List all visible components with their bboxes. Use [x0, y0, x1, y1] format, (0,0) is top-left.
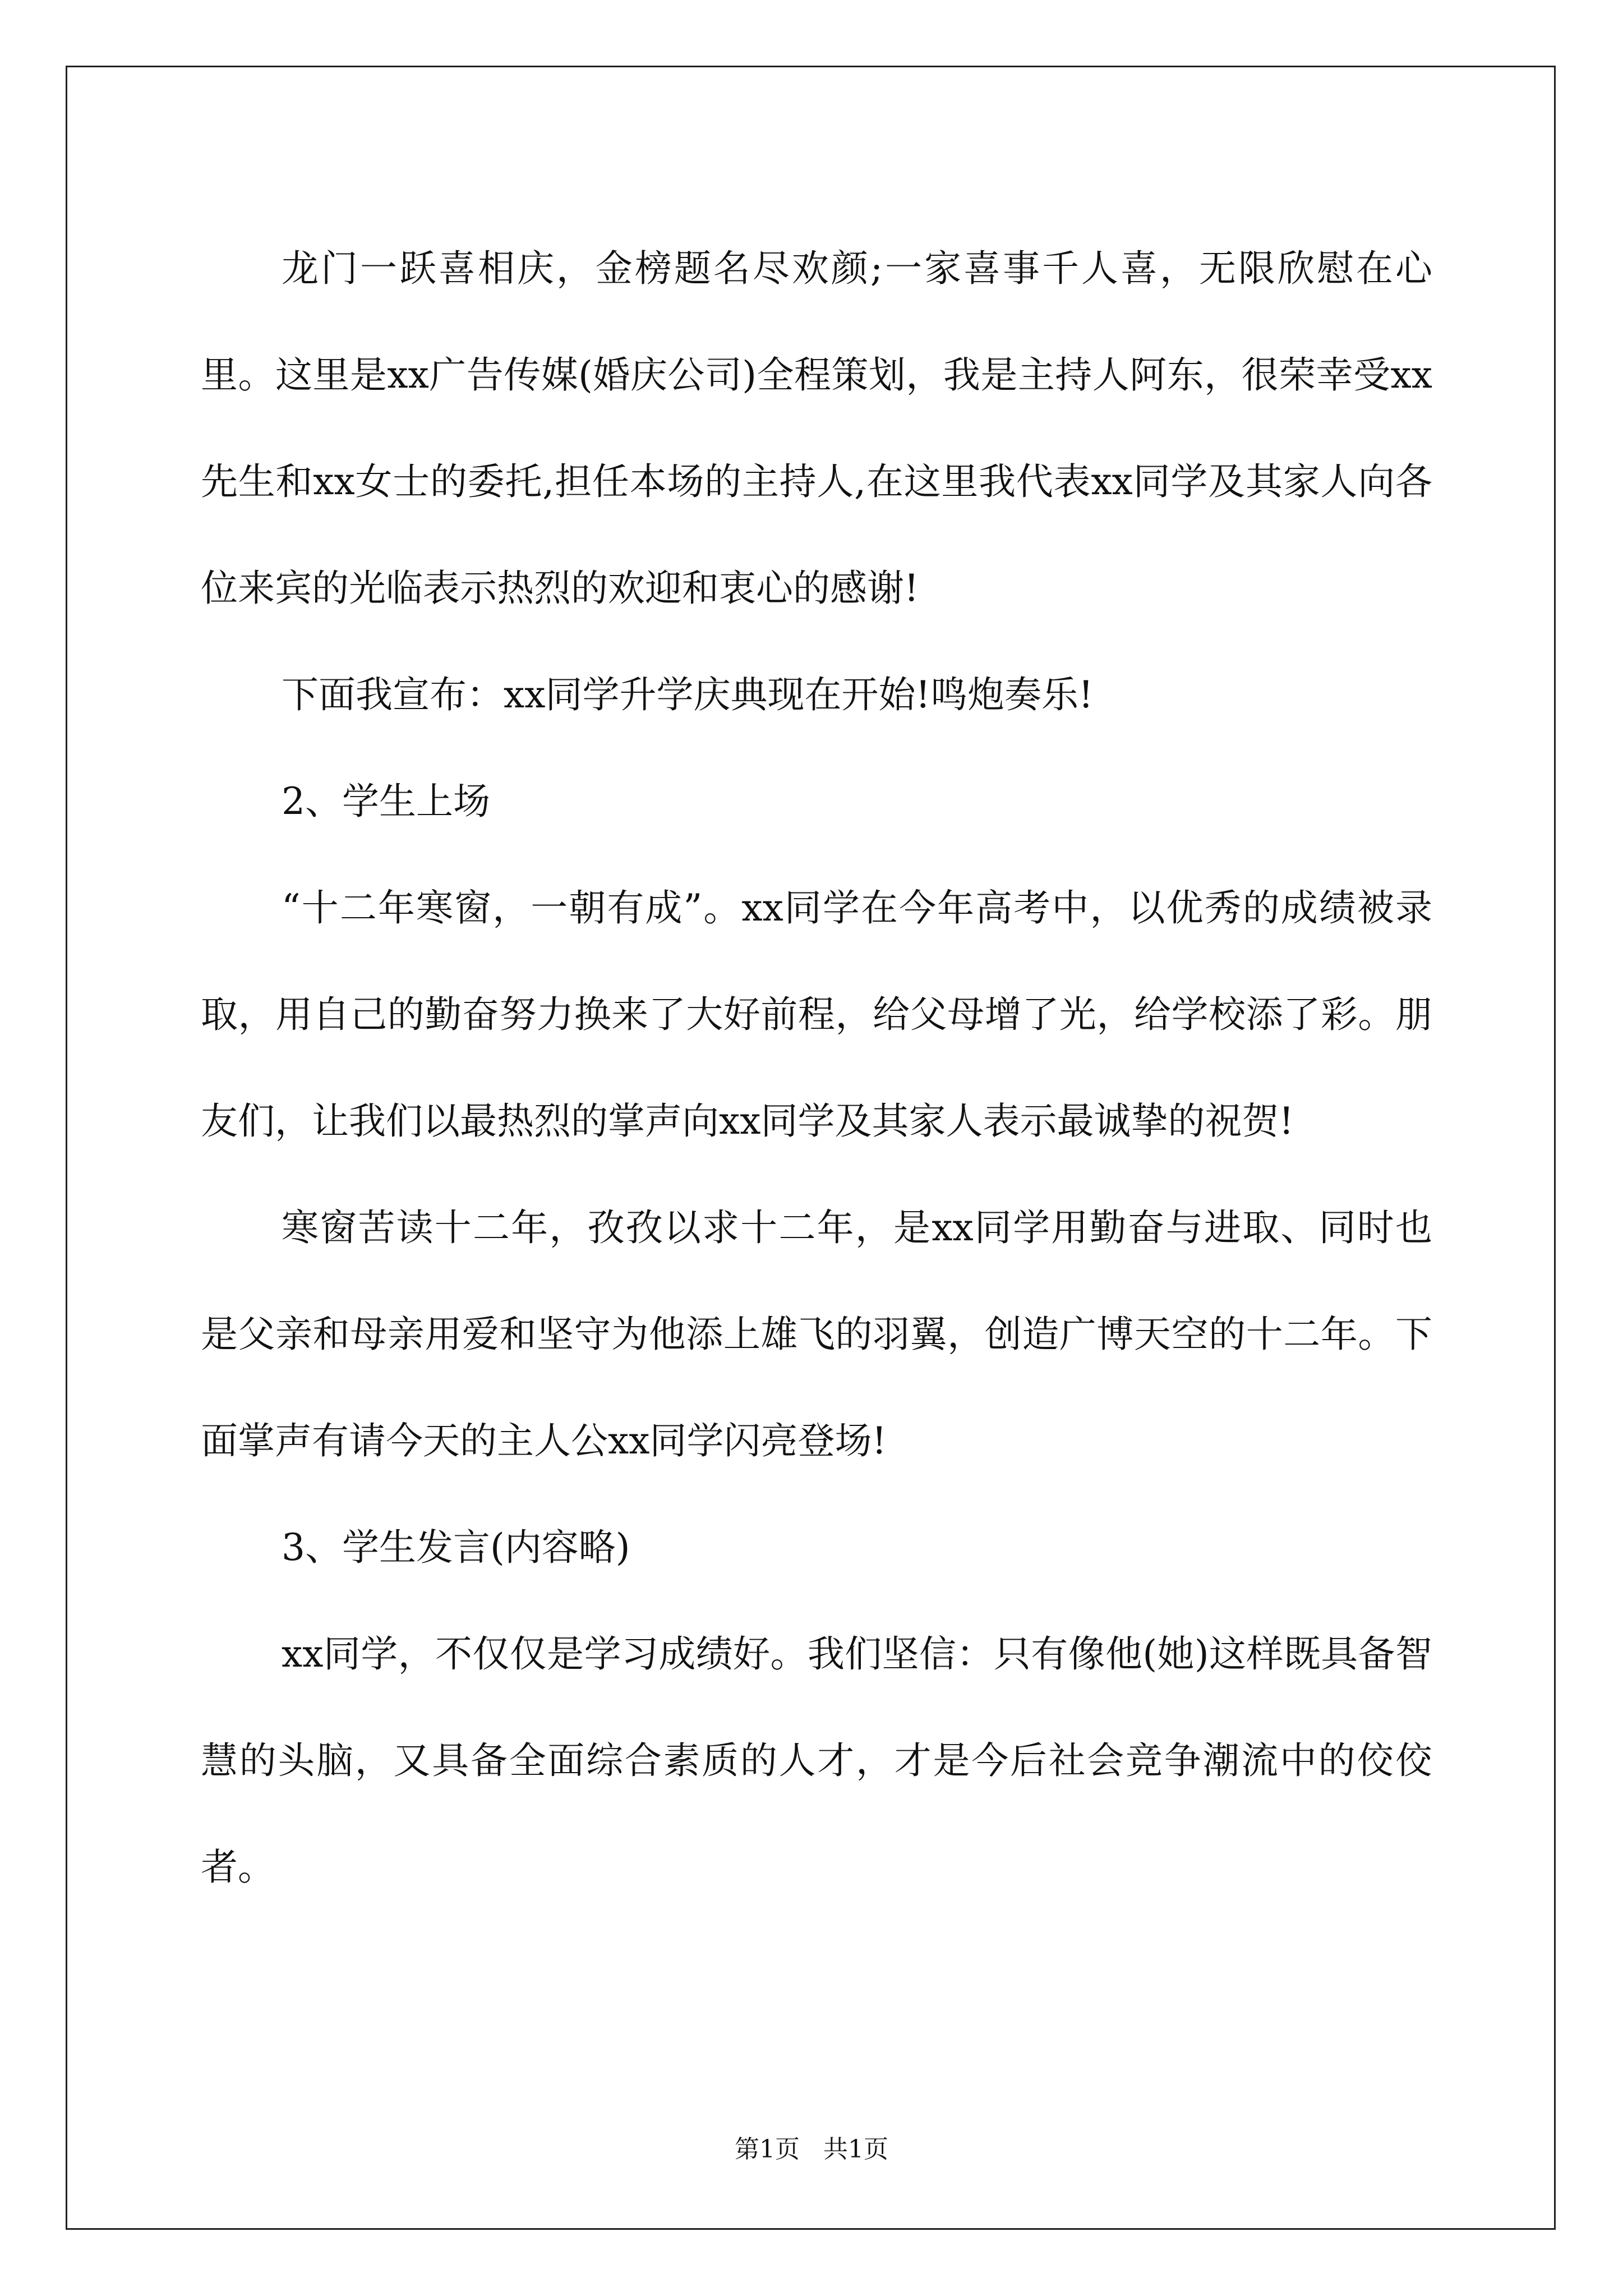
section-heading-student-speech: 3、学生发言(内容略)	[282, 1526, 630, 1569]
paragraph-opening: 龙门一跃喜相庆，金榜题名尽欢颜;一家喜事千人喜，无限欣慰在心里。这里是xx广告传媒(婚庆公司)全程策划，我是主持人阿东，很荣幸受xx先生和xx女士的委托,担任本场的主持人,在这里我代表xx同学及其家人向各位来宾的光临表示热烈的欢迎和衷心的感谢!	[201, 247, 1432, 610]
paragraph-closing: xx同学，不仅仅是学习成绩好。我们坚信：只有像他(她)这样既具备智慧的头脑，又具备全面综合素质的人才，才是今后社会竞争潮流中的佼佼者。	[201, 1632, 1432, 1889]
paragraph-twelve-years: 寒窗苦读十二年，孜孜以求十二年，是xx同学用勤奋与进取、同时也是父亲和母亲用爱和坚守为他添上雄飞的羽翼，创造广博天空的十二年。下面掌声有请今天的主人公xx同学闪亮登场!	[201, 1206, 1432, 1462]
page-footer	[0, 2129, 1623, 2165]
document-body	[201, 215, 1432, 1921]
page-number-label: 第1页 共1页	[735, 2135, 888, 2164]
section-heading-student-entrance: 2、学生上场	[282, 780, 490, 823]
paragraph-announcement: 下面我宣布：xx同学升学庆典现在开始!鸣炮奏乐!	[282, 673, 1094, 716]
paragraph-congratulations: “十二年寒窗，一朝有成”。xx同学在今年高考中，以优秀的成绩被录取，用自己的勤奋努力换来了大好前程，给父母增了光，给学校添了彩。朋友们，让我们以最热烈的掌声向xx同学及其家人表示最诚挚的祝贺!	[201, 886, 1432, 1143]
